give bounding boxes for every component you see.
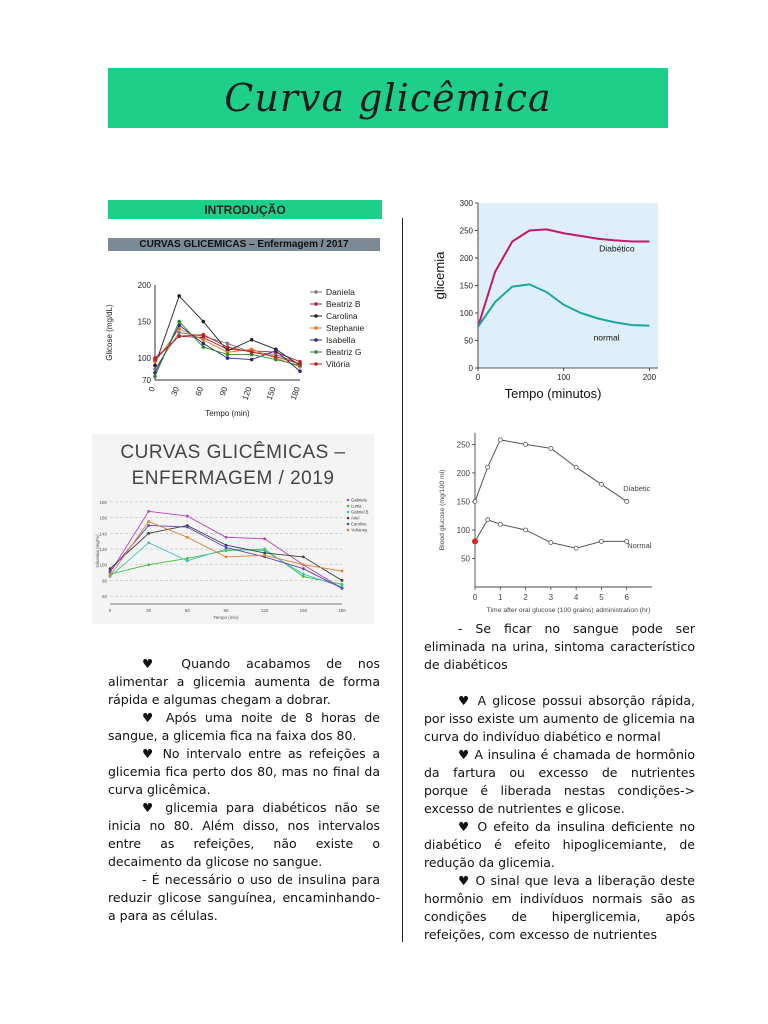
right-paragraph: ♥ A insulina é chamada de hormônio da fartura ou excesso de nutrientes porque é liberada nestas condições-> excesso de nutrientes e glicose. xyxy=(424,747,695,816)
chart-blood-glucose-hours xyxy=(430,425,670,615)
legend-label: Isabella xyxy=(326,335,356,345)
y-tick-label: 200 xyxy=(137,281,151,290)
data-point xyxy=(302,563,305,566)
y-tick-label: 60 xyxy=(101,594,107,600)
x-tick-label: 1 xyxy=(498,593,503,602)
chart-diabetic-vs-normal xyxy=(430,195,665,405)
data-point xyxy=(202,320,206,324)
data-point xyxy=(186,536,189,539)
legend-label: Luma xyxy=(351,503,362,509)
x-tick-label: 0 xyxy=(108,608,112,613)
data-point xyxy=(153,375,157,379)
column-divider xyxy=(402,218,403,942)
page-title: Curva glicêmica xyxy=(224,76,552,120)
section-heading: INTRODUÇÃO xyxy=(108,200,382,219)
series-label-normal: normal xyxy=(593,332,620,343)
data-point xyxy=(599,539,603,543)
y-tick-label: 80 xyxy=(101,578,107,584)
data-point xyxy=(524,442,528,446)
y-tick-label: 50 xyxy=(464,336,473,346)
x-axis-label: Time after oral glucose (100 grains) administration (hr) xyxy=(486,607,651,614)
heart-icon: ♥ xyxy=(142,656,166,671)
data-point xyxy=(263,554,266,557)
y-tick-label: 200 xyxy=(459,254,473,263)
data-point xyxy=(341,587,344,590)
left-paragraph: ♥ glicemia para diabéticos não se inicia no 80. Além disso, nos intervalos entre as refeições, não existe o decaimento da glicose no sangue. xyxy=(108,800,380,869)
right-paragraph: ♥ A glicose possui absorção rápida, por isso existe um aumento de glicemia na curva do indivíduo diabético e normal xyxy=(424,693,695,744)
y-tick-label: 250 xyxy=(459,226,473,236)
legend-label: Beatriz G xyxy=(326,347,362,357)
data-point xyxy=(599,482,603,486)
x-tick-label: 0 xyxy=(146,385,157,393)
y-tick-label: 100 xyxy=(459,309,473,318)
y-tick-label: 250 xyxy=(456,440,470,450)
right-paragraph: ♥ O sinal que leva a liberação deste hormônio em indivíduos normais são as condições de hiperglicemia, após refeições, com excesso de nutrientes xyxy=(424,873,695,942)
data-point xyxy=(202,342,206,346)
y-tick-label: 300 xyxy=(459,199,473,208)
x-tick-label: 0 xyxy=(475,373,481,382)
left-paragraph: - É necessário o uso de insulina para reduzir glicose sanguínea, encaminhando-a para as células. xyxy=(108,872,380,923)
legend-label: Ariel xyxy=(351,515,360,521)
legend-label: Vitória xyxy=(326,359,350,369)
y-tick-label: 100 xyxy=(137,354,151,364)
x-tick-label: 120 xyxy=(260,608,269,613)
x-axis-label: Tempo (minutos) xyxy=(504,386,602,401)
data-point xyxy=(524,528,528,532)
legend-label: Caroline xyxy=(351,521,367,527)
legend-label: Beatriz B xyxy=(326,299,361,309)
legend-marker xyxy=(347,517,350,520)
data-point xyxy=(298,369,302,373)
data-point xyxy=(147,563,150,566)
data-point xyxy=(186,559,189,562)
x-tick-label: 5 xyxy=(599,593,604,602)
y-axis-label: Glicemia (mg/%) xyxy=(95,534,100,568)
x-tick-label: 2 xyxy=(523,593,528,602)
data-point xyxy=(625,499,629,503)
chart-2019-title-line1: CURVAS GLICÊMICAS – xyxy=(120,442,346,463)
x-tick-label: 180 xyxy=(338,608,346,613)
data-point xyxy=(186,526,189,529)
heart-icon: ♥ xyxy=(458,873,471,888)
y-tick-label: 160 xyxy=(99,515,107,521)
data-point xyxy=(250,350,254,354)
legend-marker xyxy=(347,511,350,514)
title-banner xyxy=(108,68,668,128)
highlight-point xyxy=(472,538,478,544)
x-tick-label: 4 xyxy=(573,593,579,602)
y-tick-label: 70 xyxy=(142,376,151,385)
legend-marker xyxy=(314,362,318,366)
heart-icon: ♥ xyxy=(142,710,158,725)
x-tick-label: 3 xyxy=(548,593,554,602)
data-point xyxy=(177,294,181,298)
y-tick-label: 150 xyxy=(456,497,470,507)
data-point xyxy=(225,555,228,558)
legend-marker xyxy=(314,302,318,306)
x-axis-label: Tempo (min) xyxy=(205,409,250,418)
x-tick-label: 0 xyxy=(472,593,478,602)
legend-marker xyxy=(314,326,318,330)
data-point xyxy=(574,465,578,469)
data-point xyxy=(302,573,305,576)
data-point xyxy=(109,574,112,577)
x-tick-label: 60 xyxy=(184,608,190,613)
series-line xyxy=(110,525,342,580)
legend-marker xyxy=(314,350,318,354)
series-label-normal: Normal xyxy=(627,541,652,551)
data-point xyxy=(226,356,230,360)
data-point xyxy=(498,522,502,526)
x-tick-label: 200 xyxy=(642,373,657,382)
data-point xyxy=(109,570,112,573)
data-point xyxy=(226,342,230,346)
data-point xyxy=(202,333,206,337)
data-point xyxy=(186,515,189,518)
legend-marker xyxy=(314,290,318,294)
x-tick-label: 150 xyxy=(299,608,308,613)
data-point xyxy=(153,364,157,368)
data-point xyxy=(226,345,230,349)
data-point xyxy=(226,353,230,357)
data-point xyxy=(498,438,502,442)
legend-label: Yohanna xyxy=(351,527,368,533)
data-point xyxy=(549,541,553,545)
left-paragraph: ♥ No intervalo entre as refeições a glicemia fica perto dos 80, mas no final da curva glicêmica. xyxy=(108,746,380,797)
right-paragraph: - Se ficar no sangue pode ser eliminada na urina, sintoma característico de diabéticos xyxy=(424,621,695,672)
series-label-diabetic: Diabetic xyxy=(623,484,651,494)
series-label-diabetico: Diabético xyxy=(599,243,635,254)
y-tick-label: 200 xyxy=(456,468,470,478)
data-point xyxy=(250,338,254,342)
y-tick-label: 180 xyxy=(99,499,107,505)
legend-marker xyxy=(314,314,318,318)
data-point xyxy=(341,579,344,582)
data-point xyxy=(177,334,181,338)
data-point xyxy=(147,510,150,513)
heart-icon: ♥ xyxy=(142,746,156,761)
y-tick-label: 0 xyxy=(468,364,473,373)
x-tick-label: 6 xyxy=(624,593,629,602)
data-point xyxy=(147,541,150,544)
x-tick-label: 90 xyxy=(223,608,229,613)
data-point xyxy=(274,355,278,359)
x-tick-label: 180 xyxy=(288,385,302,402)
data-point xyxy=(549,446,553,450)
y-axis-label: Glicose (mg/dL) xyxy=(105,304,114,361)
x-tick-label: 30 xyxy=(169,385,182,398)
y-tick-label: 150 xyxy=(137,317,151,327)
data-point xyxy=(263,537,266,540)
chart-2017-title: CURVAS GLICEMICAS – Enfermagem / 2017 xyxy=(108,238,380,251)
data-point xyxy=(486,518,490,522)
heart-icon: ♥ xyxy=(458,747,470,762)
data-point xyxy=(302,555,305,558)
y-tick-label: 120 xyxy=(99,547,107,553)
y-tick-label: 150 xyxy=(459,281,473,291)
heart-icon: ♥ xyxy=(458,693,472,708)
legend-label: Daniela xyxy=(326,287,355,297)
data-point xyxy=(473,499,477,503)
x-tick-label: 150 xyxy=(264,385,278,402)
right-paragraph: ♥ O efeito da insulina deficiente no diabético é efeito hipoglicemiante, de redução da glicemia. xyxy=(424,819,695,870)
y-axis-label: glicemia xyxy=(432,251,447,300)
x-tick-label: 100 xyxy=(557,373,571,382)
data-point xyxy=(153,358,157,362)
y-tick-label: 100 xyxy=(99,562,107,568)
data-point xyxy=(225,546,228,549)
y-tick-label: 100 xyxy=(456,525,470,535)
chart-2019 xyxy=(92,492,374,622)
right-text xyxy=(424,620,695,944)
data-point xyxy=(147,524,150,527)
y-tick-label: 140 xyxy=(99,531,107,537)
data-point xyxy=(574,546,578,550)
data-point xyxy=(202,345,206,349)
left-paragraph: ♥ Após uma noite de 8 horas de sangue, a glicemia fica na faixa dos 80. xyxy=(108,710,380,743)
x-tick-label: 120 xyxy=(240,385,254,402)
data-point xyxy=(177,320,181,324)
legend-marker xyxy=(347,529,350,532)
chart-2019-panel xyxy=(92,434,374,624)
left-paragraph: ♥ Quando acabamos de nos alimentar a glicemia aumenta de forma rápida e algumas chegam a dobrar. xyxy=(108,656,380,707)
legend-label: Gabriela xyxy=(351,497,367,503)
data-point xyxy=(225,536,228,539)
data-point xyxy=(202,338,206,342)
legend-label: Stephanie xyxy=(326,323,365,333)
legend-marker xyxy=(347,523,350,526)
x-tick-label: 60 xyxy=(193,385,206,398)
legend-label: Gabriel B xyxy=(351,509,369,515)
x-axis-label: Tempo (min) xyxy=(213,615,239,620)
y-tick-label: 50 xyxy=(461,554,470,564)
heart-icon: ♥ xyxy=(458,819,472,834)
chart-2019-title-line2: ENFERMAGEM / 2019 xyxy=(131,468,335,489)
data-point xyxy=(486,465,490,469)
data-point xyxy=(147,520,150,523)
plot-area xyxy=(478,203,658,368)
y-axis-label: Blood glucose (mg/100 ml) xyxy=(439,469,446,551)
data-point xyxy=(302,567,305,570)
legend-label: Carolina xyxy=(326,311,358,321)
chart-2017 xyxy=(100,270,390,425)
legend-marker xyxy=(347,505,350,508)
legend-marker xyxy=(347,499,350,502)
heart-icon: ♥ xyxy=(142,800,158,815)
data-point xyxy=(250,358,254,362)
data-point xyxy=(274,349,278,353)
legend-marker xyxy=(314,338,318,342)
x-tick-label: 90 xyxy=(217,385,230,398)
data-point xyxy=(298,362,302,366)
left-text xyxy=(108,655,380,925)
x-tick-label: 30 xyxy=(146,608,152,613)
data-point xyxy=(341,570,344,573)
data-point xyxy=(147,532,150,535)
